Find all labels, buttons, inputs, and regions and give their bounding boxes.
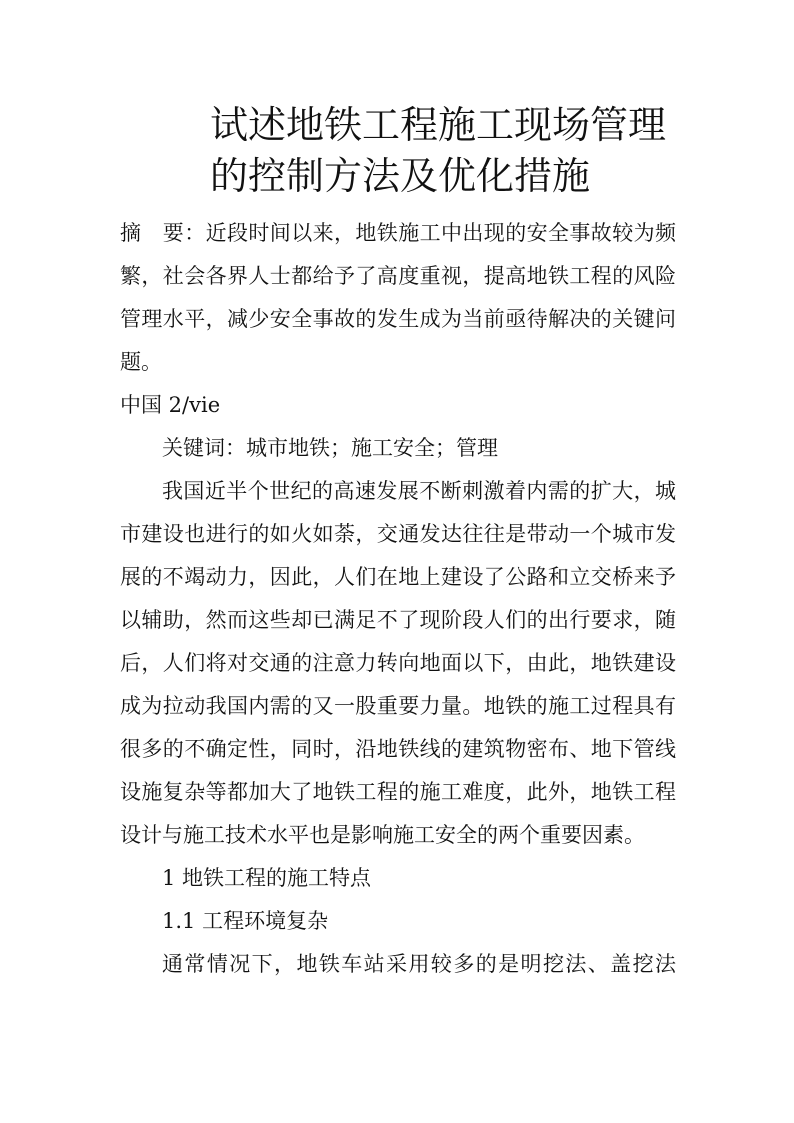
section-1-heading: 1 地铁工程的施工特点 — [162, 866, 372, 890]
section-1-1-heading: 1.1 工程环境复杂 — [162, 909, 329, 933]
document-title — [210, 100, 710, 202]
document-body — [120, 212, 676, 986]
keywords-line: 关键词：城市地铁；施工安全；管理 — [162, 436, 498, 460]
intro-paragraph: 我国近半个世纪的高速发展不断刺激着内需的扩大，城市建设也进行的如火如荼，交通发达往往是带动一个城市发展的不竭动力，因此，人们在地上建设了公路和立交桥来予以辅助，然而这些却已满足不了现阶段人们的出行要求，随后，人们将对交通的注意力转向地面以下，由此，地铁建设成为拉动我国内需的又一股重要力量。地铁的施工过程具有很多的不确定性，同时，沿地铁线的建筑物密布、地下管线设施复杂等都加大了地铁工程的施工难度，此外，地铁工程设计与施工技术水平也是影响施工安全的两个重要因素。 — [120, 479, 676, 847]
title-line-2: 的控制方法及优化措施 — [210, 154, 591, 198]
section-1-1-paragraph: 通常情况下，地铁车站采用较多的是明挖法、盖挖法 — [162, 952, 676, 976]
abstract-paragraph: 摘 要：近段时间以来，地铁施工中出现的安全事故较为频繁，社会各界人士都给予了高度重视，提高地铁工程的风险管理水平，减少安全事故的发生成为当前亟待解决的关键问题。 — [120, 221, 676, 374]
title-line-1: 试述地铁工程施工现场管理 — [210, 103, 667, 147]
classification-line: 中国 2/vie — [120, 393, 221, 417]
